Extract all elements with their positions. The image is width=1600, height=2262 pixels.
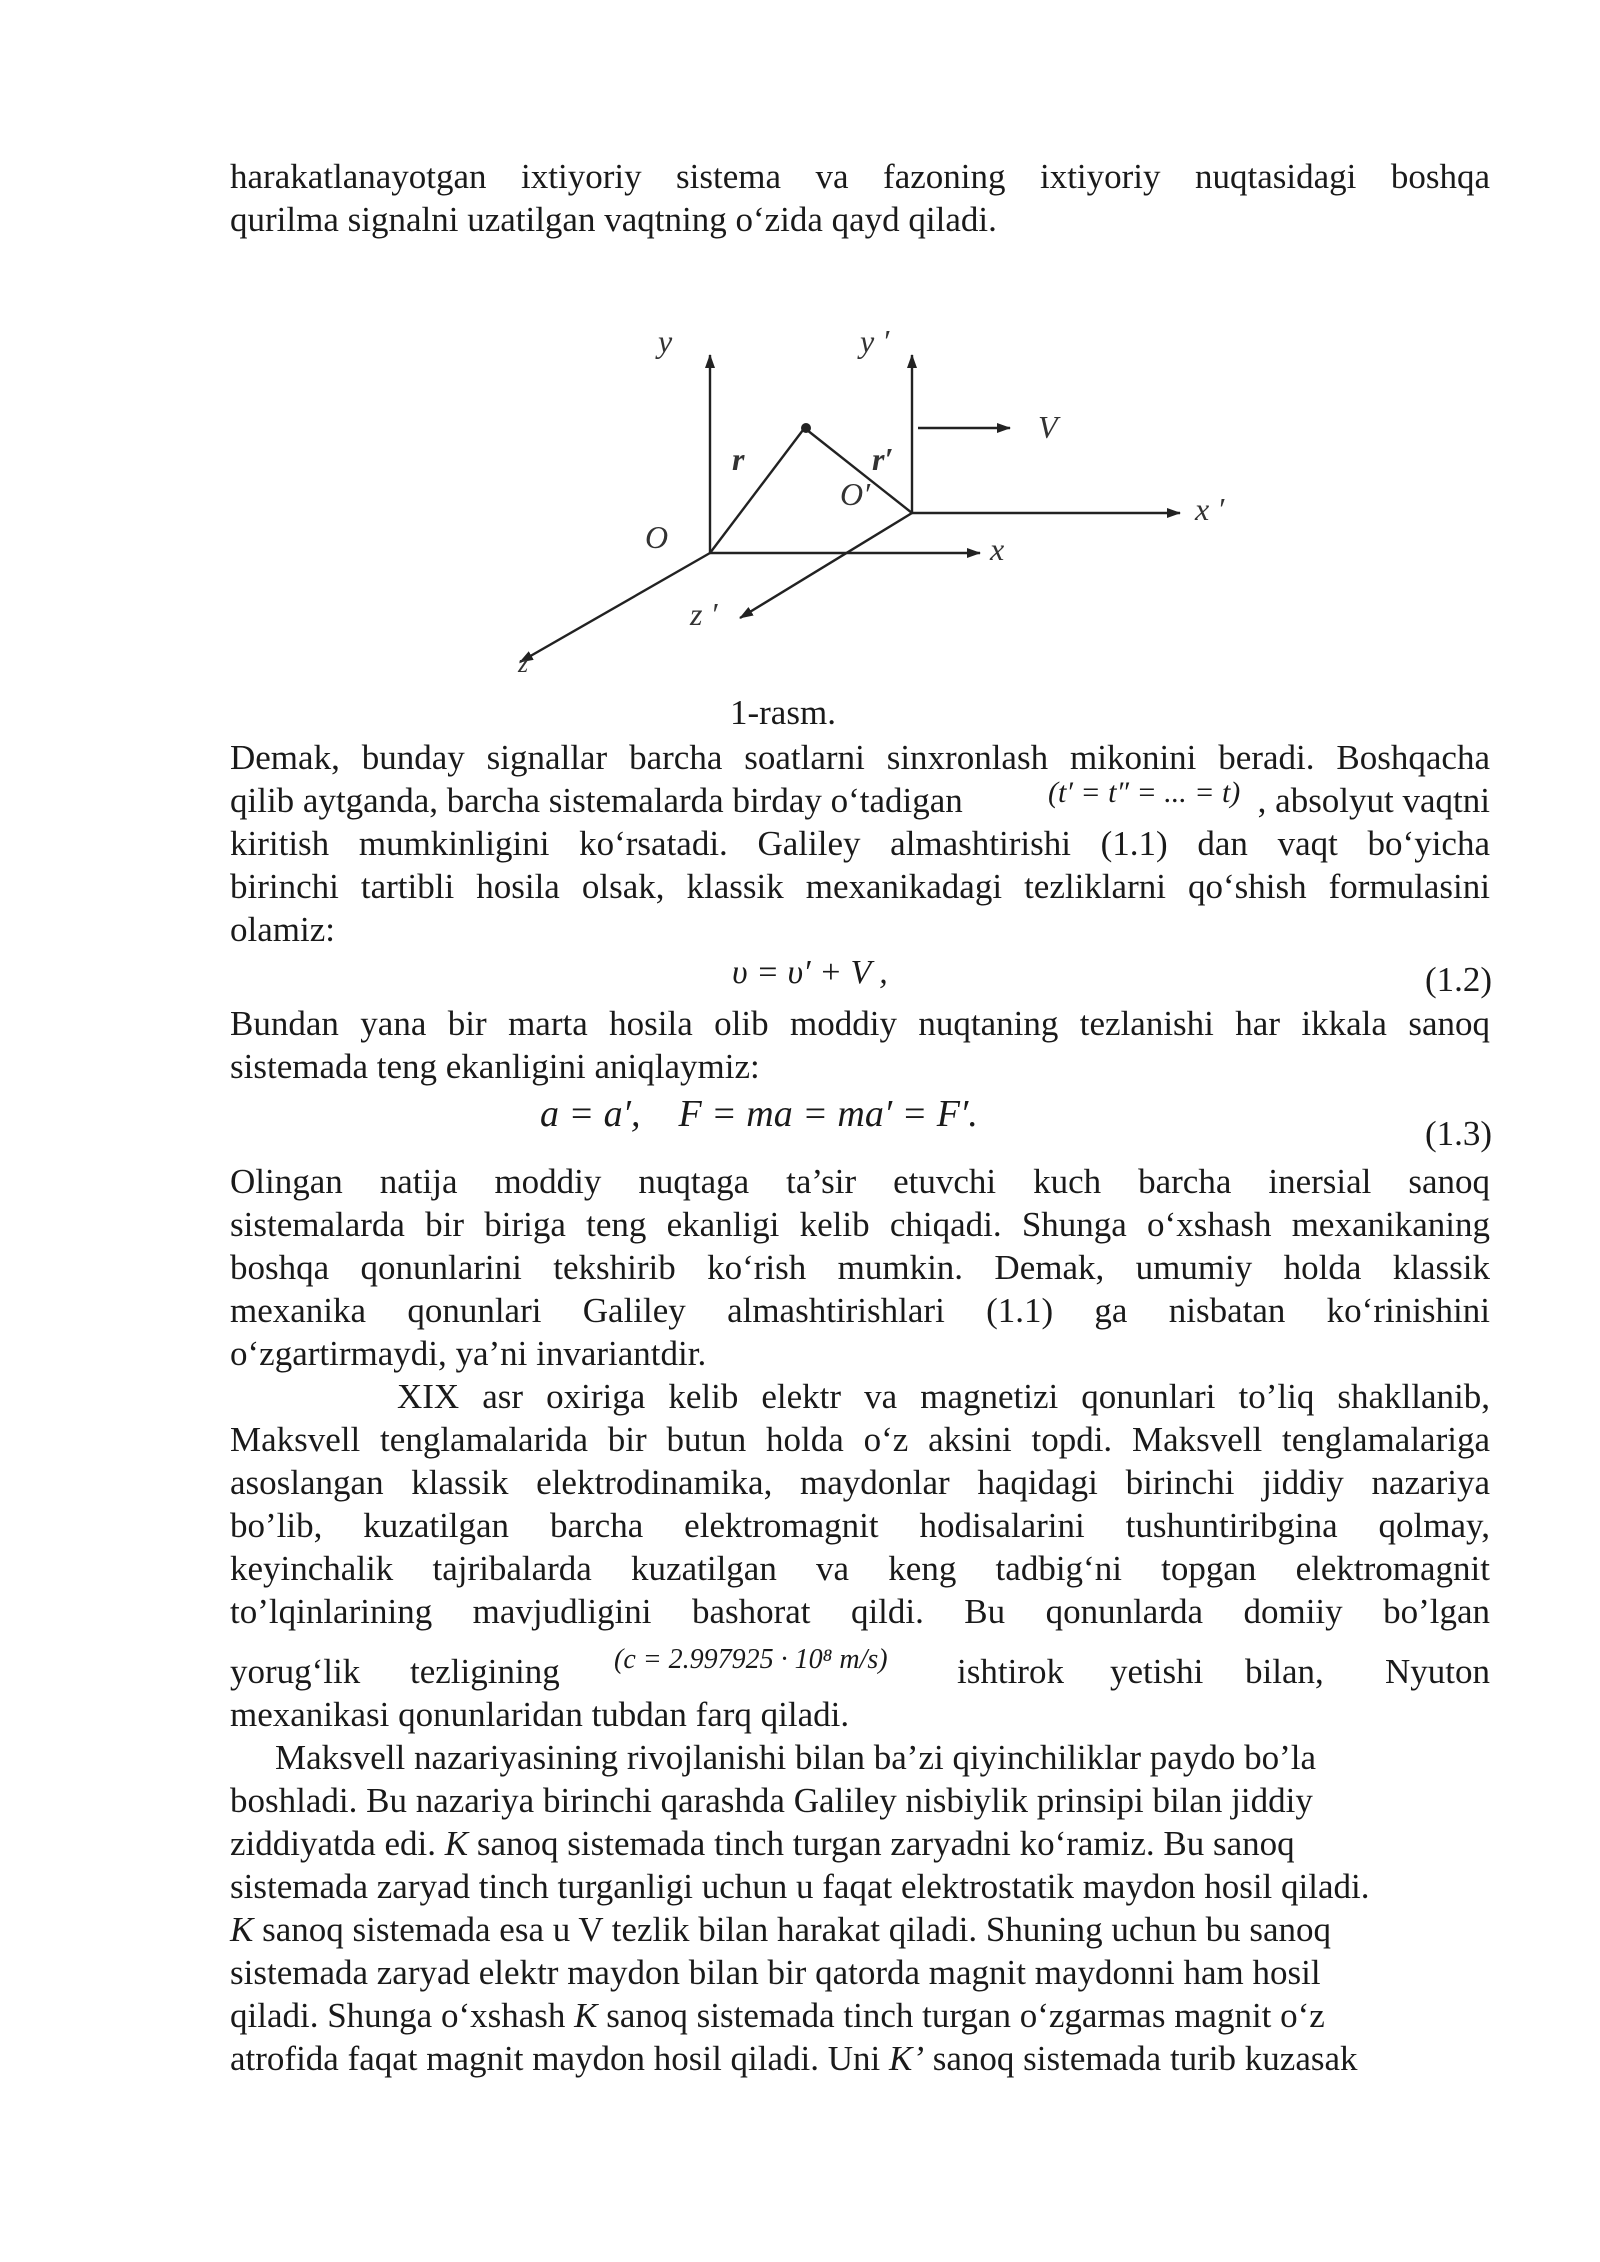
- paragraph-line: harakatlanayotgan ixtiyoriy sistema va fazoning ixtiyoriy nuqtasidagi boshqa: [230, 157, 1490, 196]
- paragraph-line: olamiz:: [230, 910, 335, 949]
- text-span: ishtirok: [957, 1652, 1064, 1691]
- label-y-prime: y ′: [860, 323, 890, 359]
- paragraph-line: mexanika qonunlari Galiley almashtirishlari (1.1) ga nisbatan ko‘rinishini: [230, 1291, 1490, 1330]
- paragraph-line: boshladi. Bu nazariya birinchi qarashda Galiley nisbiylik prinsipi bilan jiddiy: [230, 1781, 1313, 1820]
- paragraph-line: qurilma signalni uzatilgan vaqtning o‘zida qayd qiladi.: [230, 200, 997, 239]
- paragraph-line: Demak, bunday signallar barcha soatlarni sinxronlash mikonini beradi. Boshqacha: [230, 738, 1490, 777]
- paragraph-line: [230, 1908, 1490, 1951]
- paragraph-line: Maksvell tenglamalarida bir butun holda o‘z aksini topdi. Maksvell tenglamalariga: [230, 1420, 1490, 1459]
- label-y: y: [658, 323, 673, 359]
- text-span: sanoq sistemada esa u V tezlik bilan harakat qiladi. Shuning uchun bu sanoq: [253, 1910, 1332, 1949]
- paragraph-line: Bundan yana bir marta hosila olib moddiy nuqtaning tezlanishi har ikkala sanoq: [230, 1004, 1490, 1043]
- light-speed-formula: (c = 2.997925 · 10⁸ m/s): [614, 1644, 888, 1675]
- paragraph-line: o‘zgartirmaydi, ya’ni invariantdir.: [230, 1334, 707, 1373]
- paragraph-line: sistemada zaryad tinch turganligi uchun u faqat elektrostatik maydon hosil qiladi.: [230, 1867, 1370, 1906]
- label-z: z: [518, 649, 529, 678]
- figure-caption: 1-rasm.: [730, 693, 836, 732]
- frame-symbol: K’: [889, 2039, 925, 2078]
- text-span: sanoq sistemada turib kuzasak: [924, 2039, 1358, 2078]
- paragraph-line: Olingan natija moddiy nuqtaga ta’sir etuvchi kuch barcha inersial sanoq: [230, 1162, 1490, 1201]
- paragraph-line: sistemada teng ekanligini aniqlaymiz:: [230, 1047, 760, 1086]
- label-r: r: [732, 441, 745, 477]
- equation-number: (1.2): [1424, 960, 1492, 999]
- paragraph-line: [230, 2037, 1490, 2080]
- equation-1-3: a = a′, F = ma = ma′ = F′.: [540, 1093, 978, 1135]
- paragraph-line: mexanikasi qonunlaridan tubdan farq qiladi.: [230, 1695, 850, 1734]
- text-span: qilib aytganda, barcha sistemalarda birday o‘tadigan: [230, 781, 963, 820]
- label-o: O: [645, 519, 669, 555]
- reference-frames-figure: [520, 320, 1280, 690]
- material-point: [801, 423, 811, 433]
- equation-1-2: υ = υ′ + V ,: [732, 954, 888, 991]
- paragraph-line: bo’lib, kuzatilgan barcha elektromagnit hodisalarini tushuntiribgina qolmay,: [230, 1506, 1490, 1545]
- text-span: yetishi: [1110, 1652, 1204, 1691]
- z-prime-axis: [740, 513, 912, 618]
- label-z-prime: z ′: [690, 596, 718, 632]
- paragraph-line: asoslangan klassik elektrodinamika, maydonlar haqidagi birinchi jiddiy nazariya: [230, 1463, 1490, 1502]
- text-span: bilan,: [1245, 1652, 1324, 1691]
- paragraph-line: sistemalarda bir biriga teng ekanligi kelib chiqadi. Shunga o‘xshash mexanikaning: [230, 1205, 1490, 1244]
- paragraph-line: XIX asr oxiriga kelib elektr va magnetizi qonunlari to’liq shakllanib,: [397, 1377, 1490, 1416]
- paragraph-line: sistemada zaryad elektr maydon bilan bir qatorda magnit maydonni ham hosil: [230, 1953, 1321, 1992]
- paragraph-line: keyinchalik tajribalarda kuzatilgan va keng tadbig‘ni topgan elektromagnit: [230, 1549, 1490, 1588]
- frame-symbol: K: [574, 1996, 598, 2035]
- label-o-prime: O′: [840, 476, 871, 512]
- paragraph-line: birinchi tartibli hosila olsak, klassik mexanikadagi tezliklarni qo‘shish formulasini: [230, 867, 1490, 906]
- time-formula: (t′ = t″ = ... = t): [1048, 776, 1241, 809]
- paragraph-line: kiritish mumkinligini ko‘rsatadi. Galiley almashtirishi (1.1) dan vaqt bo‘yicha: [230, 824, 1490, 863]
- paragraph-line: to’lqinlarining mavjudligini bashorat qildi. Bu qonunlarda domiiy bo’lgan: [230, 1592, 1490, 1631]
- paragraph-line: [230, 1822, 1490, 1865]
- paragraph-line: Maksvell nazariyasining rivojlanishi bilan ba’zi qiyinchiliklar paydo bo’la: [275, 1738, 1316, 1777]
- paragraph-line: boshqa qonunlarini tekshirib ko‘rish mumkin. Demak, umumiy holda klassik: [230, 1248, 1490, 1287]
- label-x-prime: x ′: [1195, 491, 1225, 527]
- text-span: qiladi. Shunga o‘xshash: [230, 1996, 575, 2035]
- frame-symbol: K: [444, 1824, 469, 1863]
- label-v: V: [1038, 409, 1058, 445]
- label-r-prime: r′: [872, 441, 894, 477]
- text-span: Nyuton: [1385, 1652, 1490, 1691]
- text-span: , absolyut vaqtni: [1257, 781, 1490, 820]
- text-span: tezligining: [410, 1652, 560, 1691]
- label-x: x: [990, 531, 1005, 567]
- paragraph-line-with-formula: [230, 776, 1490, 822]
- text-span: sanoq sistemada tinch turgan o‘zgarmas magnit o‘z: [597, 1996, 1325, 2035]
- r-vector: [710, 430, 803, 553]
- equation-number: (1.3): [1424, 1114, 1492, 1153]
- text-span: ziddiyatda edi.: [230, 1824, 445, 1863]
- text-span: sanoq sistemada tinch turgan zaryadni ko‘ramiz. Bu sanoq: [468, 1824, 1295, 1863]
- frame-symbol: K: [230, 1910, 254, 1949]
- z-axis: [520, 553, 710, 662]
- text-span: yorug‘lik: [230, 1652, 361, 1691]
- paragraph-line: [230, 1994, 1490, 2037]
- text-span: atrofida faqat magnit maydon hosil qiladi. Uni: [230, 2039, 890, 2078]
